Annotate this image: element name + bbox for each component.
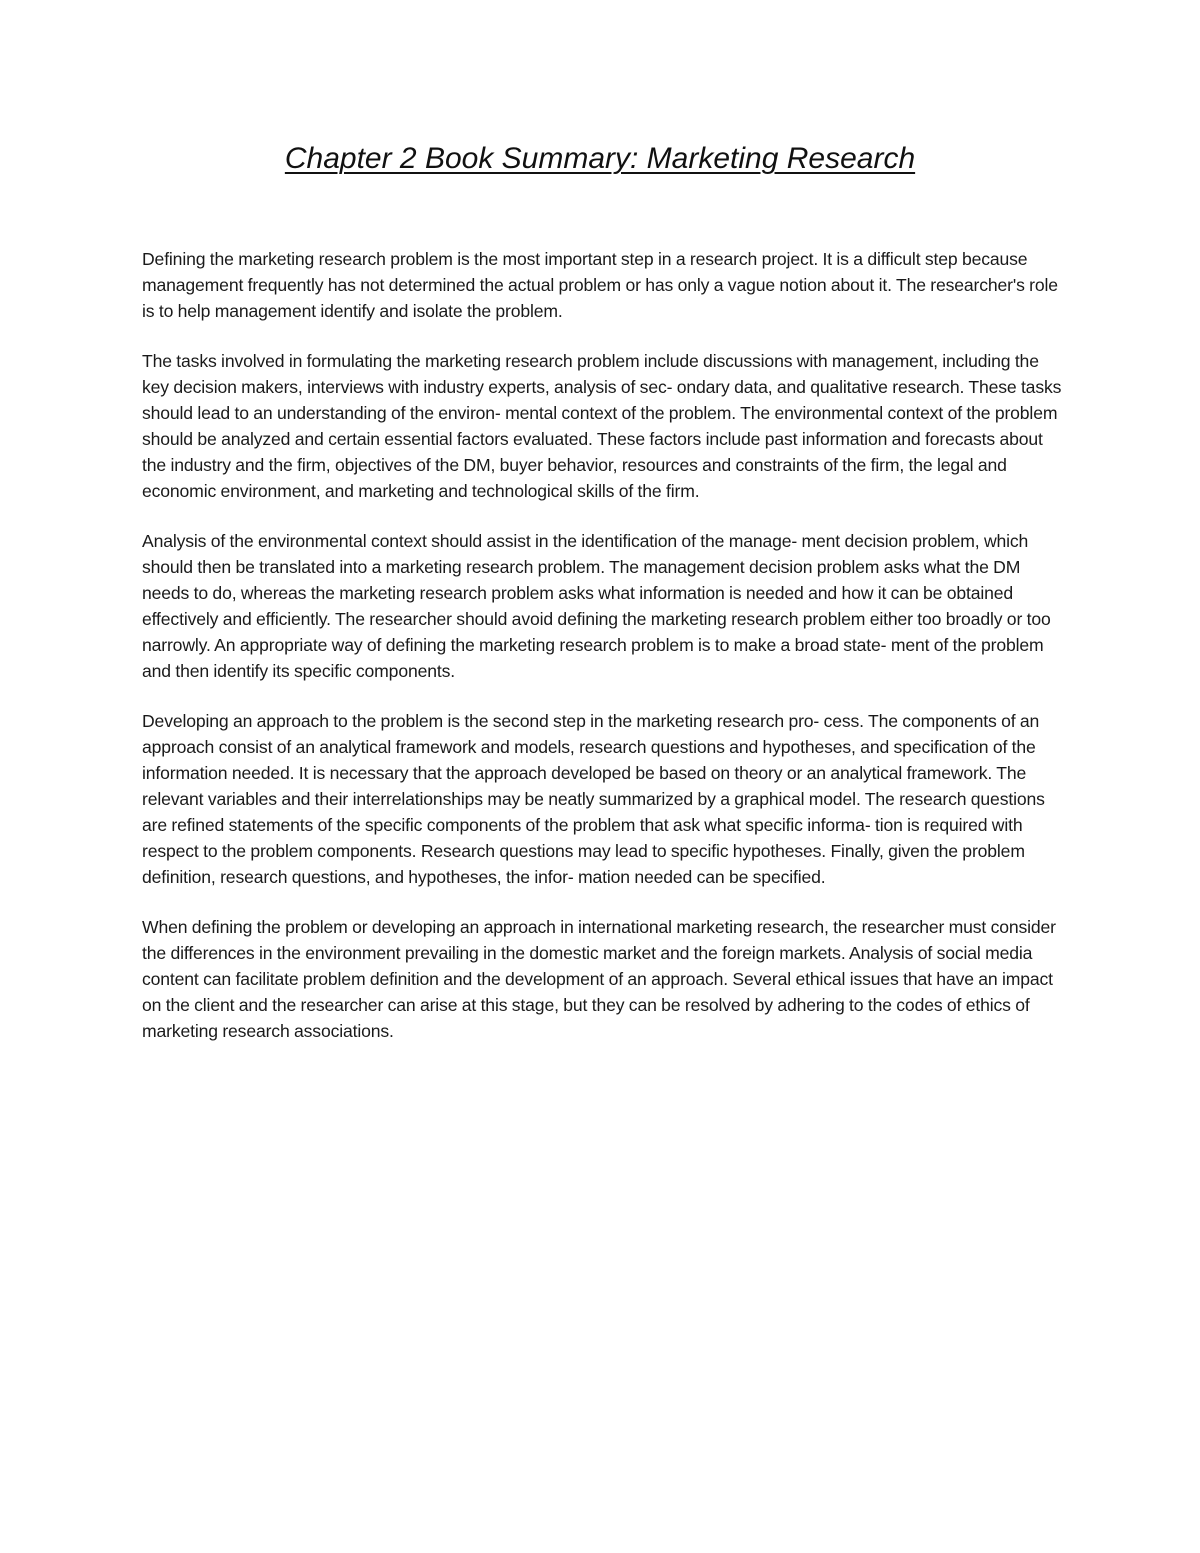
- paragraph-formulation-tasks: The tasks involved in formulating the marketing research problem include discussions with management, including the key decision makers, interviews with industry experts, analysis of sec- ondary data, and qualitative research. These tasks should lead to an understanding of the environ- mental context of the problem. The environmental context of the problem should be analyzed and certain essential factors evaluated. These factors include past information and forecasts about the industry and the firm, objectives of the DM, buyer behavior, resources and constraints of the firm, the legal and economic environment, and marketing and technological skills of the firm.: [142, 351, 1062, 501]
- document-title: Chapter 2 Book Summary: Marketing Research: [284, 142, 916, 175]
- document-body: [142, 246, 1062, 1068]
- paragraph-international-ethics: When defining the problem or developing an approach in international marketing research, the researcher must consider the differences in the environment prevailing in the domestic market and the foreign markets. Analysis of social media content can facilitate problem definition and the development of an approach. Several ethical issues that have an impact on the client and the researcher can arise at this stage, but they can be resolved by adhering to the codes of ethics of marketing research associations.: [142, 917, 1056, 1041]
- paragraph-problem-definition: Defining the marketing research problem is the most important step in a research project. It is a difficult step because management frequently has not determined the actual problem or has only a vague notion about it. The researcher's role is to help management identify and isolate the problem.: [142, 249, 1058, 321]
- paragraph-environmental-context: Analysis of the environmental context should assist in the identification of the manage- ment decision problem, which should then be translated into a marketing research problem. The management decision problem asks what the DM needs to do, whereas the marketing research problem asks what information is needed and how it can be obtained effectively and efficiently. The researcher should avoid defining the marketing research problem either too broadly or too narrowly. An appropriate way of defining the marketing research problem is to make a broad state- ment of the problem and then identify its specific components.: [142, 531, 1051, 681]
- paragraph-developing-approach: Developing an approach to the problem is the second step in the marketing research pro- cess. The components of an approach consist of an analytical framework and models, research questions and hypotheses, and specification of the information needed. It is necessary that the approach developed be based on theory or an analytical framework. The relevant variables and their interrelationships may be neatly summarized by a graphical model. The research questions are refined statements of the specific components of the problem that ask what specific informa- tion is required with respect to the problem components. Research questions may lead to specific hypotheses. Finally, given the problem definition, research questions, and hypotheses, the infor- mation needed can be specified.: [142, 711, 1045, 887]
